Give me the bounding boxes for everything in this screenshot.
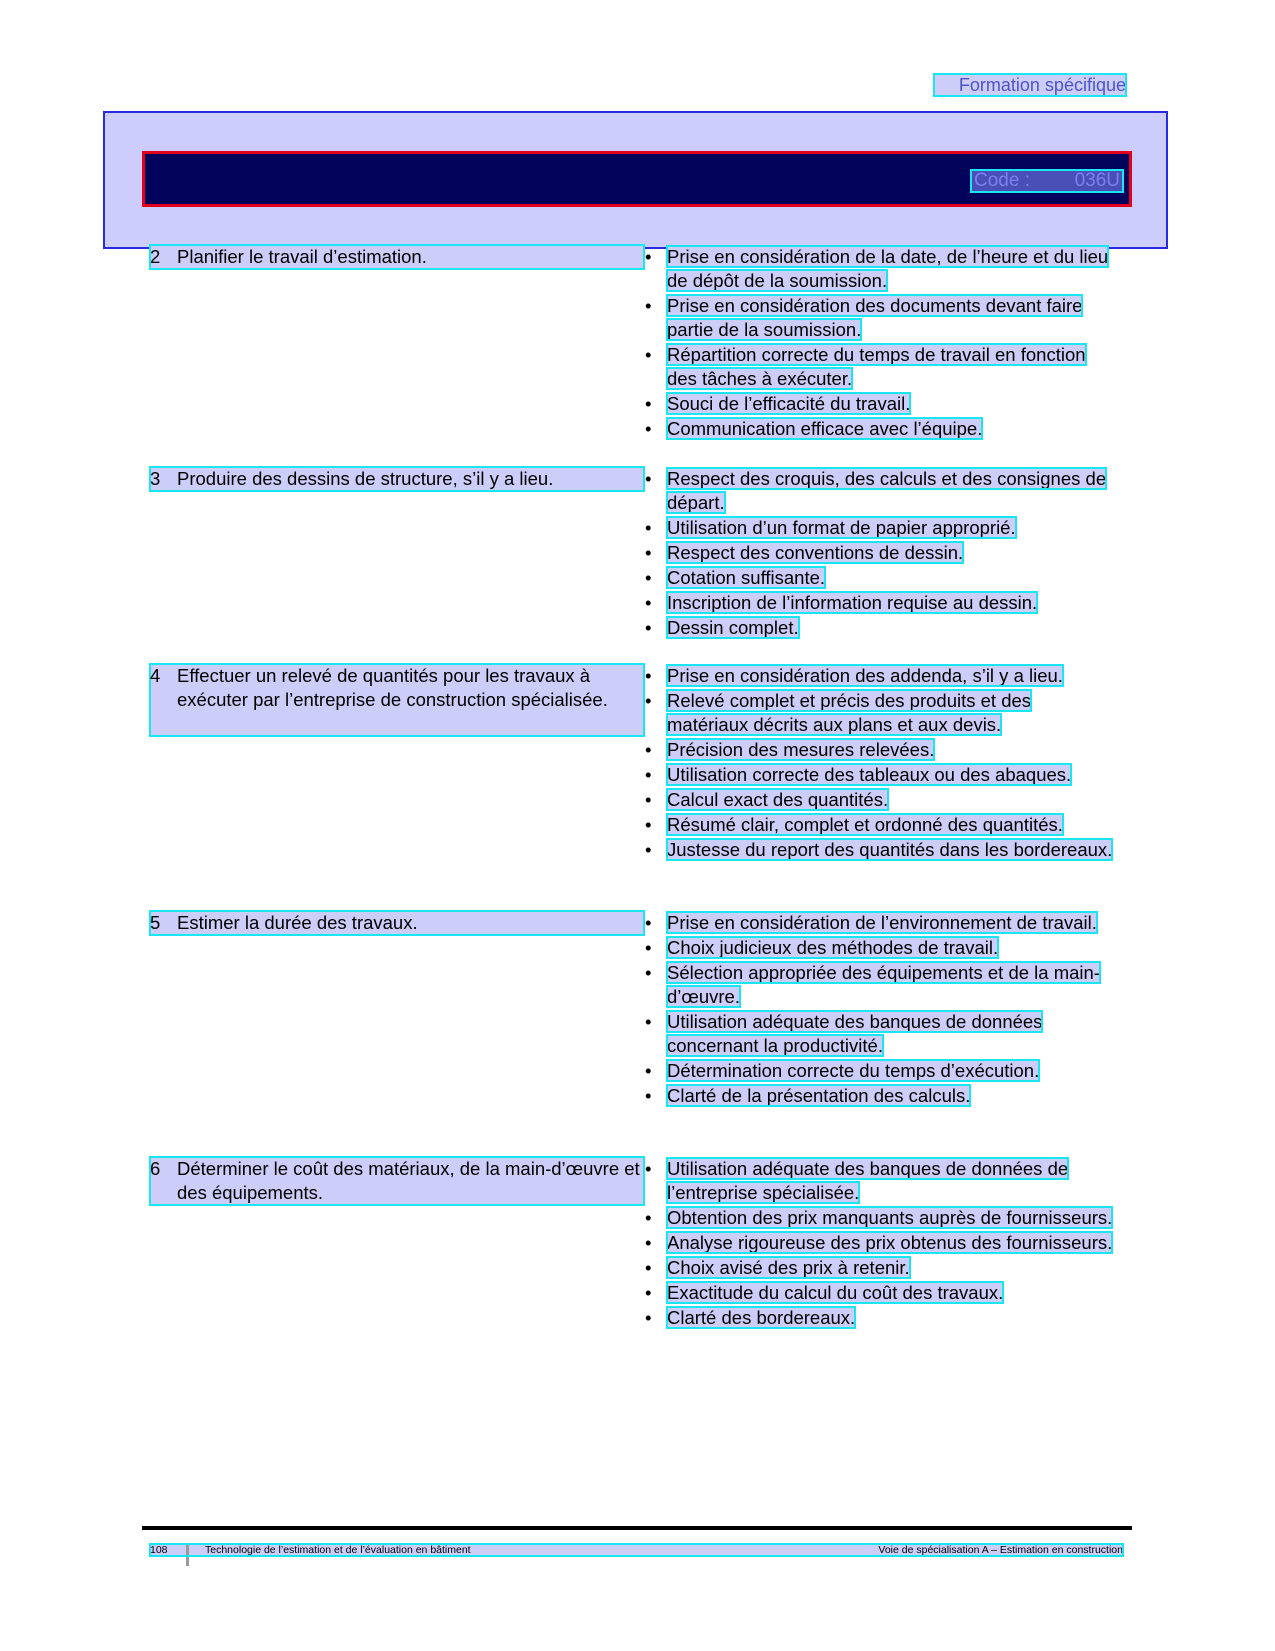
objective [150, 467, 644, 491]
criteria-list [645, 911, 1115, 1109]
footer-separator [186, 1544, 189, 1566]
criteria-item: • Utilisation correcte des tableaux ou des abaques. [645, 763, 1115, 787]
criteria-item: • Clarté des bordereaux. [645, 1306, 1115, 1330]
criteria-item: • Respect des croquis, des calculs et des consignes de départ. [645, 467, 1115, 515]
criteria-item: • Prise en considération des addenda, s’il y a lieu. [645, 664, 1115, 688]
criteria-item: • Utilisation d’un format de papier approprié. [645, 516, 1115, 540]
criteria-item: • Résumé clair, complet et ordonné des quantités. [645, 813, 1115, 837]
page-footer [150, 1544, 1123, 1556]
objective-number: 4 [150, 665, 161, 686]
objective-text: Estimer la durée des travaux. [177, 912, 418, 933]
criteria-item: • Utilisation adéquate des banques de données concernant la productivité. [645, 1010, 1115, 1058]
formation-label: Formation spécifique [934, 74, 1126, 96]
criteria-item: • Précision des mesures relevées. [645, 738, 1115, 762]
code-value: 036U [1074, 170, 1120, 191]
criteria-item: • Cotation suffisante. [645, 566, 1115, 590]
objective-number: 6 [150, 1158, 161, 1179]
criteria-item: • Justesse du report des quantités dans les bordereaux. [645, 838, 1115, 862]
criteria-list [645, 467, 1115, 641]
criteria-list [645, 245, 1115, 442]
objective-number: 2 [150, 246, 161, 267]
criteria-item: • Analyse rigoureuse des prix obtenus des fournisseurs. [645, 1231, 1115, 1255]
criteria-item: • Choix judicieux des méthodes de travail. [645, 936, 1115, 960]
criteria-item: • Détermination correcte du temps d’exécution. [645, 1059, 1115, 1083]
criteria-item: • Inscription de l’information requise au dessin. [645, 591, 1115, 615]
criteria-item: • Calcul exact des quantités. [645, 788, 1115, 812]
criteria-item: • Dessin complet. [645, 616, 1115, 640]
criteria-item: • Clarté de la présentation des calculs. [645, 1084, 1115, 1108]
criteria-item: • Respect des conventions de dessin. [645, 541, 1115, 565]
criteria-item: • Exactitude du calcul du coût des travaux. [645, 1281, 1115, 1305]
criteria-item: • Sélection appropriée des équipements et de la main-d’œuvre. [645, 961, 1115, 1009]
objective-text: Déterminer le coût des matériaux, de la main-d’œuvre et des équipements. [177, 1158, 640, 1203]
criteria-item: • Souci de l’efficacité du travail. [645, 392, 1115, 416]
criteria-list [645, 664, 1115, 863]
criteria-list [645, 1157, 1115, 1331]
objective [150, 245, 644, 269]
objective [150, 911, 644, 935]
criteria-item: • Obtention des prix manquants auprès de fournisseurs. [645, 1206, 1115, 1230]
objective-number: 3 [150, 468, 161, 489]
criteria-item: • Prise en considération de l’environnement de travail. [645, 911, 1115, 935]
objective [150, 1157, 644, 1205]
code-label [971, 170, 1123, 192]
criteria-item: • Prise en considération des documents devant faire partie de la soumission. [645, 294, 1115, 342]
code-label-text: Code : [974, 170, 1030, 191]
objective [150, 664, 644, 736]
criteria-item: • Prise en considération de la date, de l’heure et du lieu de dépôt de la soumission. [645, 245, 1115, 293]
criteria-item: • Utilisation adéquate des banques de données de l’entreprise spécialisée. [645, 1157, 1115, 1205]
footer-rule [142, 1526, 1132, 1530]
criteria-item: • Communication efficace avec l’équipe. [645, 417, 1115, 441]
specialisation-label: Voie de spécialisation A – Estimation en construction [878, 1544, 1123, 1556]
page-number: 108 [150, 1544, 168, 1556]
document-title: Technologie de l’estimation et de l’évaluation en bâtiment [205, 1544, 471, 1556]
objective-number: 5 [150, 912, 161, 933]
objective-text: Effectuer un relevé de quantités pour les travaux à exécuter par l’entreprise de construction spécialisée. [177, 665, 608, 710]
objective-text: Planifier le travail d’estimation. [177, 246, 427, 267]
criteria-item: • Choix avisé des prix à retenir. [645, 1256, 1115, 1280]
code-bar [142, 151, 1132, 207]
criteria-item: • Relevé complet et précis des produits et des matériaux décrits aux plans et aux devis. [645, 689, 1115, 737]
objective-text: Produire des dessins de structure, s’il y a lieu. [177, 468, 554, 489]
criteria-item: • Répartition correcte du temps de travail en fonction des tâches à exécuter. [645, 343, 1115, 391]
